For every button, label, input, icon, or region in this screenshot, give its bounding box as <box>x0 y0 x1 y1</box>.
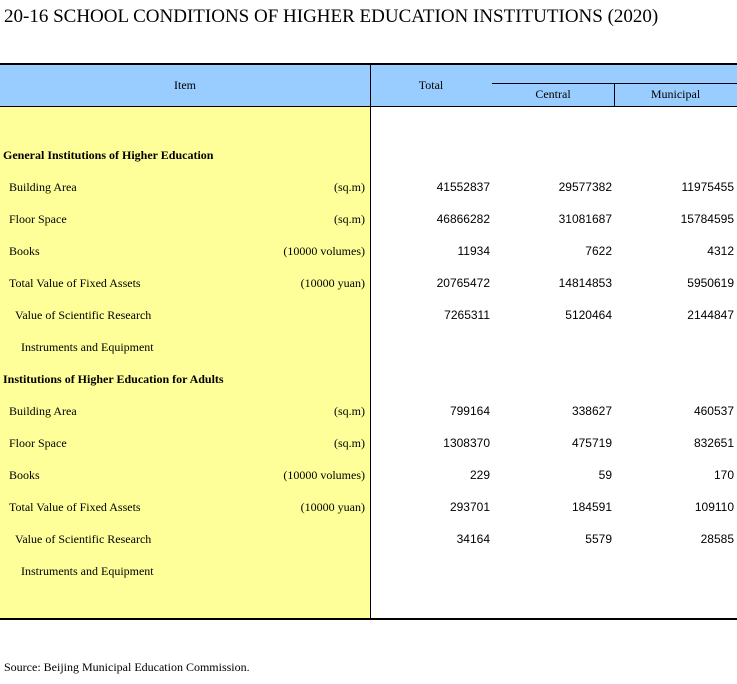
row-label: Books <box>9 244 40 258</box>
table-row <box>0 180 737 200</box>
cell-municipal: 109110 <box>694 500 734 514</box>
row-unit: (sq.m) <box>334 404 365 418</box>
table-row <box>0 436 737 456</box>
row-unit: (sq.m) <box>334 436 365 450</box>
cell-total: 41552837 <box>436 180 490 194</box>
table-row <box>0 500 737 520</box>
table-row <box>0 276 737 296</box>
cell-municipal: 28585 <box>700 532 734 546</box>
table-row <box>0 212 737 232</box>
cell-total: 799164 <box>449 404 490 418</box>
cell-central: 475719 <box>571 436 612 450</box>
bottom-rule <box>0 618 737 620</box>
cell-municipal: 460537 <box>693 404 734 418</box>
table-row <box>0 244 737 264</box>
row-label: Instruments and Equipment <box>21 564 154 578</box>
row-label: Floor Space <box>9 212 67 226</box>
cell-total: 34164 <box>456 532 490 546</box>
table-row <box>0 404 737 424</box>
table-row <box>0 308 737 328</box>
row-unit: (10000 volumes) <box>283 468 365 482</box>
cell-central: 31081687 <box>558 212 612 226</box>
cell-central: 184591 <box>571 500 612 514</box>
section-header <box>0 372 737 392</box>
cell-central: 14814853 <box>558 276 612 290</box>
row-label: Total Value of Fixed Assets <box>9 500 141 514</box>
section-title: General Institutions of Higher Education <box>3 148 214 162</box>
row-unit: (sq.m) <box>334 180 365 194</box>
cell-total: 20765472 <box>436 276 490 290</box>
row-label: Building Area <box>9 180 77 194</box>
row-label: Value of Scientific Research <box>15 308 152 322</box>
cell-municipal: 2144847 <box>687 308 734 322</box>
table-row <box>0 340 737 360</box>
header-central: Central <box>535 87 571 101</box>
cell-municipal: 5950619 <box>687 276 734 290</box>
row-label: Value of Scientific Research <box>15 532 152 546</box>
row-unit: (10000 volumes) <box>283 244 365 258</box>
cell-central: 7622 <box>585 244 612 258</box>
cell-total: 46866282 <box>436 212 490 226</box>
cell-total: 7265311 <box>444 308 490 322</box>
row-unit: (10000 yuan) <box>300 500 365 514</box>
cell-central: 29577382 <box>558 180 612 194</box>
header-item: Item <box>174 78 196 92</box>
cell-municipal: 15784595 <box>680 212 734 226</box>
cell-central: 59 <box>598 468 612 482</box>
section-title: Institutions of Higher Education for Adults <box>3 372 224 386</box>
cell-municipal: 11975455 <box>681 180 734 194</box>
row-unit: (sq.m) <box>334 212 365 226</box>
row-unit: (10000 yuan) <box>300 276 365 290</box>
cell-total: 229 <box>469 468 490 482</box>
table-row <box>0 468 737 488</box>
row-label: Total Value of Fixed Assets <box>9 276 141 290</box>
header-total: Total <box>418 78 444 92</box>
cell-central: 5120464 <box>565 308 612 322</box>
cell-total: 11934 <box>457 244 490 258</box>
row-label: Books <box>9 468 40 482</box>
row-label: Building Area <box>9 404 77 418</box>
row-label: Instruments and Equipment <box>21 340 154 354</box>
header-municipal: Municipal <box>650 87 701 101</box>
cell-municipal: 4312 <box>707 244 734 258</box>
cell-municipal: 170 <box>713 468 734 482</box>
cell-total: 293701 <box>449 500 490 514</box>
cell-central: 5579 <box>585 532 612 546</box>
cell-central: 338627 <box>571 404 612 418</box>
table-header <box>0 65 737 107</box>
cell-total: 1308370 <box>443 436 490 450</box>
source-note: Source: Beijing Municipal Education Commission. <box>4 660 250 674</box>
cell-municipal: 832651 <box>693 436 734 450</box>
table-row <box>0 532 737 552</box>
row-label: Floor Space <box>9 436 67 450</box>
table-row <box>0 564 737 584</box>
table-title: 20-16 SCHOOL CONDITIONS OF HIGHER EDUCATION INSTITUTIONS (2020) <box>4 6 659 27</box>
section-header <box>0 148 737 168</box>
